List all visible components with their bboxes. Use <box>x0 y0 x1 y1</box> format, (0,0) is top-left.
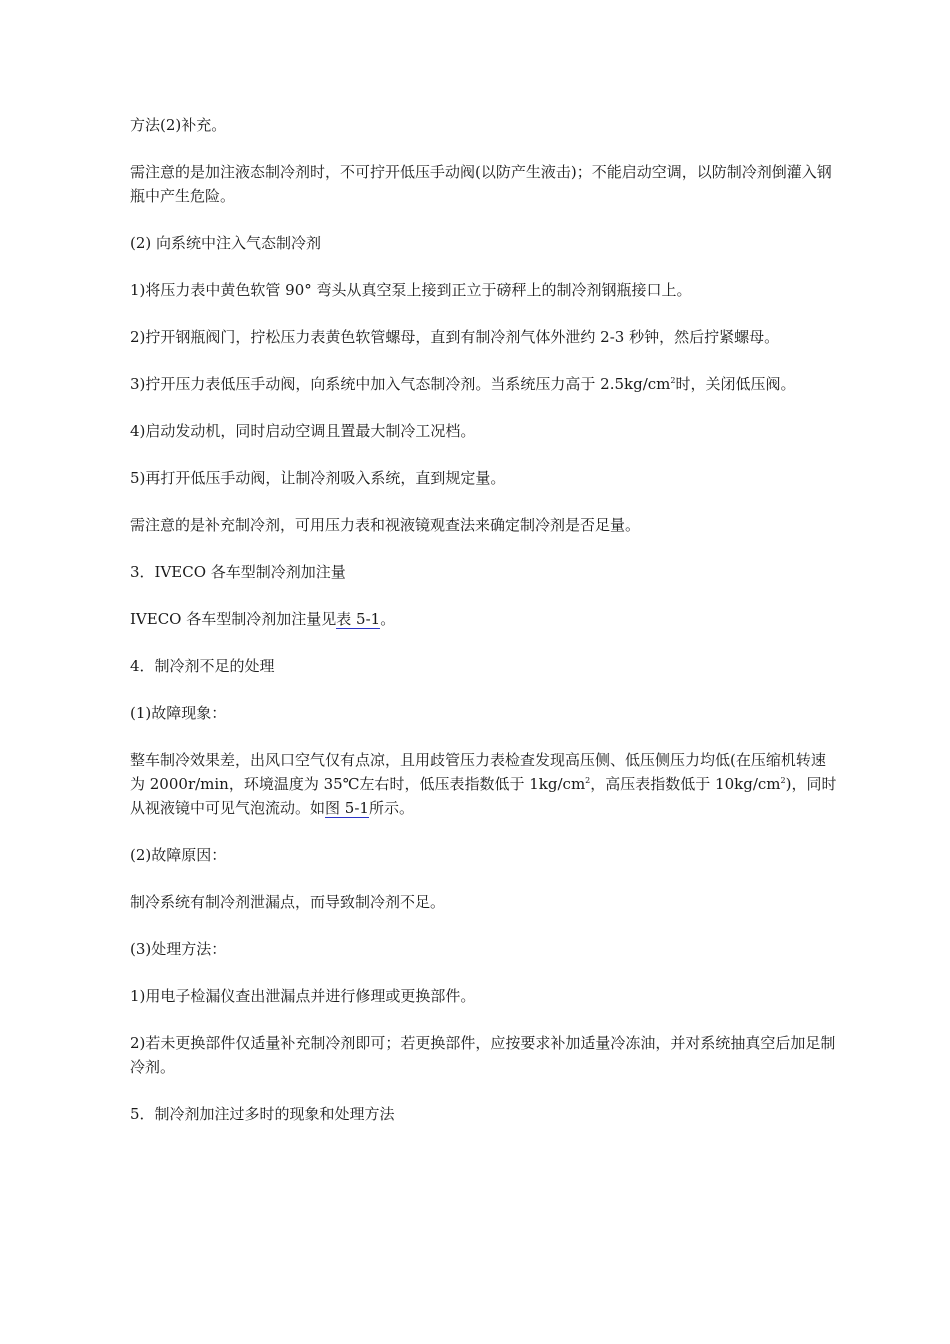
paragraph-text: )，同时从视液镜中可见气泡流动。如 <box>130 775 837 817</box>
step-item <box>130 372 840 396</box>
paragraph: 方法(2)补充。 <box>130 116 227 134</box>
subsection-heading: (3)处理方法： <box>130 940 227 958</box>
paragraph: 制冷系统有制冷剂泄漏点，而导致制冷剂不足。 <box>130 893 446 911</box>
paragraph <box>130 607 840 631</box>
paragraph-text: ，高压表指数低于 10kg/cm <box>590 775 781 793</box>
paragraph <box>130 748 840 820</box>
paragraph-text: 。 <box>380 610 396 628</box>
step-text: 3)拧开压力表低压手动阀，向系统中加入气态制冷剂。当系统压力高于 2.5kg/cm <box>130 375 671 393</box>
superscript: 2 <box>670 376 676 385</box>
step-item: 2)若未更换部件仅适量补充制冷剂即可；若更换部件，应按要求补加适量冷冻油，并对系统抽真空后加足制冷剂。 <box>130 1034 836 1076</box>
step-text: 时，关闭低压阀。 <box>675 375 796 393</box>
figure-reference-link[interactable]: 图 5-1 <box>325 799 369 817</box>
step-item: 5)再打开低压手动阀，让制冷剂吸入系统，直到规定量。 <box>130 469 506 487</box>
paragraph-text: 整车制冷效果差，出风口空气仅有点凉，且用歧管压力表检查发现高压侧、低压侧压力均低(在压缩机转速为 2000r/min，环境温度为 35℃左右时，低压表指数低于 1kg/cm <box>130 751 826 793</box>
section-heading: 5．制冷剂加注过多时的现象和处理方法 <box>130 1105 395 1123</box>
subsection-heading: (1)故障现象： <box>130 704 227 722</box>
document-body <box>130 113 840 1149</box>
paragraph: 需注意的是加注液态制冷剂时，不可拧开低压手动阀(以防产生液击)；不能启动空调，以防制冷剂倒灌入钢瓶中产生危险。 <box>130 163 832 205</box>
step-item: 4)启动发动机，同时启动空调且置最大制冷工况档。 <box>130 422 476 440</box>
step-item: 1)用电子检漏仪查出泄漏点并进行修理或更换部件。 <box>130 987 476 1005</box>
superscript: 2 <box>585 776 591 785</box>
step-item: 2)拧开钢瓶阀门，拧松压力表黄色软管螺母，直到有制冷剂气体外泄约 2-3 秒钟，然后拧紧螺母。 <box>130 328 780 346</box>
paragraph: 需注意的是补充制冷剂，可用压力表和视液镜观查法来确定制冷剂是否足量。 <box>130 516 641 534</box>
section-heading: (2) 向系统中注入气态制冷剂 <box>130 234 322 252</box>
section-heading: 3．IVECO 各车型制冷剂加注量 <box>130 563 346 581</box>
subsection-heading: (2)故障原因： <box>130 846 227 864</box>
superscript: 2 <box>780 776 786 785</box>
step-item: 1)将压力表中黄色软管 90° 弯头从真空泵上接到正立于磅秤上的制冷剂钢瓶接口上。 <box>130 281 692 299</box>
paragraph-text: IVECO 各车型制冷剂加注量见 <box>130 610 337 628</box>
section-heading: 4．制冷剂不足的处理 <box>130 657 275 675</box>
table-reference-link[interactable]: 表 5-1 <box>336 610 381 628</box>
paragraph-text: 所示。 <box>368 799 414 817</box>
